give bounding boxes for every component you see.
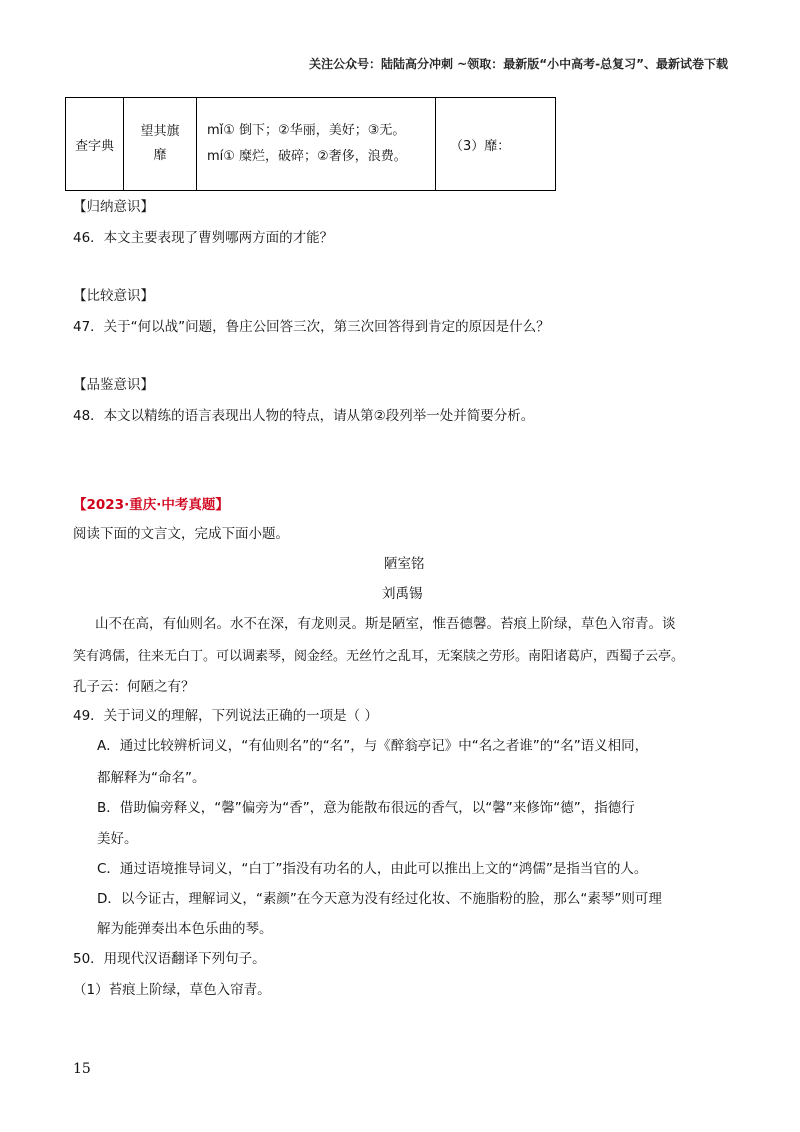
- definition-mi2: mí① 糜烂，破碎；②奢侈，浪费。: [207, 149, 407, 164]
- question-46: 46．本文主要表现了曹刿哪两方面的才能？: [73, 230, 334, 246]
- dictionary-table: [65, 97, 556, 191]
- option-b-line-2: 美好。: [97, 831, 138, 847]
- question-48: 48．本文以精练的语言表现出人物的特点，请从第②段列举一处并简要分析。: [73, 408, 535, 424]
- section-label: 【品鉴意识】: [73, 377, 154, 393]
- option-a-line-2: 都解释为“命名”。: [97, 770, 206, 786]
- table-cell-method: 查字典: [66, 98, 124, 191]
- question-50-stem: 50．用现代汉语翻译下列句子。: [73, 951, 266, 967]
- poem-line: 孔子云：何陋之有？: [73, 679, 195, 695]
- option-b-line-1: B．借助偏旁释义，“馨”偏旁为“香”，意为能散布很远的香气，以“馨”来修饰“德”，指德行: [97, 800, 635, 816]
- question-47: 47．关于“何以战”问题，鲁庄公回答三次，第三次回答得到肯定的原因是什么？: [73, 319, 550, 335]
- definition-mi3: mǐ① 倒下；②华丽，美好；③无。: [207, 123, 406, 138]
- sentence-line-1: 望其旗: [140, 124, 180, 139]
- poem-line: 山不在高，有仙则名。水不在深，有龙则灵。斯是陋室，惟吾德馨。苔痕上阶绿，草色入帘青。谈: [95, 616, 676, 632]
- page-header: 关注公众号：陆陆高分冲刺 ~领取：最新版“小中高考-总复习”、最新试卷下载: [309, 57, 728, 71]
- section-label: 【比较意识】: [73, 288, 154, 304]
- question-50-item-1: （1）苔痕上阶绿，草色入帘青。: [73, 982, 271, 998]
- option-d-line-1: D．以今证古，理解词义，“素颜”在今天意为没有经过化妆、不施脂粉的脸，那么“素琴”则可理: [97, 891, 662, 907]
- poem-title: 陋室铭: [384, 556, 425, 572]
- section-label: 【归纳意识】: [73, 199, 154, 215]
- question-49-stem: 49．关于词义的理解，下列说法正确的一项是（ ）: [73, 708, 378, 724]
- option-c: C．通过语境推导词义，“白丁”指没有功名的人，由此可以推出上文的“鸿儒”是指当官的人。: [97, 861, 648, 877]
- page-number: 15: [73, 1061, 91, 1077]
- option-d-line-2: 解为能弹奏出本色乐曲的琴。: [97, 921, 273, 937]
- reading-instruction: 阅读下面的文言文，完成下面小题。: [73, 526, 289, 542]
- poem-author: 刘禹锡: [382, 586, 423, 602]
- sentence-line-2: 靡: [153, 148, 167, 163]
- poem-line: 笑有鸿儒，往来无白丁。可以调素琴，阅金经。无丝竹之乱耳，无案牍之劳形。南阳诸葛庐，西蜀子云亭。: [73, 649, 685, 664]
- table-row: [66, 98, 556, 191]
- option-a-line-1: A．通过比较辨析词义，“有仙则名”的“名”，与《醉翁亭记》中“名之者谁”的“名”语义相同，: [97, 738, 649, 754]
- table-cell-answer: （3）靡：: [436, 98, 556, 191]
- exam-source-tag: 【2023·重庆·中考真题】: [73, 497, 229, 513]
- table-cell-sentence: [124, 98, 197, 191]
- table-cell-definitions: [197, 98, 436, 191]
